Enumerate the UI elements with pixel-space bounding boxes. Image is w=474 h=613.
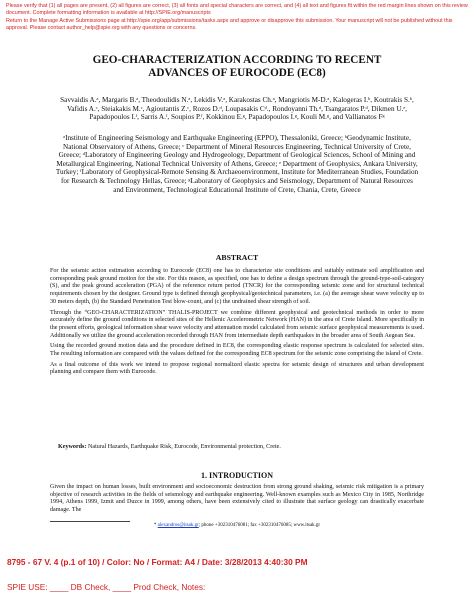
abstract-paragraph: For the seismic action estimation according to Eurocode (EC8) one has to characterize site conditions and suitably estimate soil amplification and corresponding peak ground motion for the site. For this reason, as specified, one has to define a design spectrum through the ground-type-soil-category (S), and the peak ground acceleration (PGA) of the reference return period (TNCR) for the corresponding seismic zone and for structural technical requirements chosen by the designer. Ground type is defined through geophysical/geotechnical parameters, i.e. (a) the average shear wave velocity up to 30 meters depth, (b) the Standard Penetration Test blow-count, and (c) the undrained shear strength of soil. [50, 268, 424, 305]
paper-title [0, 54, 474, 80]
title-line-1: GEO-CHARACTERIZATION ACCORDING TO RECENT [92, 54, 382, 66]
contact-email-link[interactable]: alexandros@itsak.gr [157, 523, 199, 528]
document-info: 8795 - 67 V. 4 (p.1 of 10) / Color: No / Format: A4 / Date: 3/28/2013 4:40:30 PM [7, 557, 308, 567]
footnote-divider [50, 521, 130, 522]
section-heading: 1. INTRODUCTION [200, 471, 273, 480]
keywords [58, 444, 424, 452]
contact-footnote [0, 523, 474, 528]
keywords-text: Natural Hazards, Earthquake Risk, Eurocode, Environmental protection, Crete. [87, 444, 281, 450]
title-line-2: ADVANCES OF EUROCODE (EC8) [148, 67, 326, 79]
review-notice [6, 3, 468, 33]
abstract-paragraph: Through the “GEO-CHARACTERIZATION” THALIS-PROJECT we combine different geophysical and geotechnical methods in order to more accurately define the ground conditions in selected sites of the Hellenic Accelerometric Network (HAN) in the area of Crete Island. More specifically in the present efforts, geological information shear wave velocity and attenuation model calculated from seismic surface geophysical measurements is used. Additionally we utilize the ground acceleration recorded through HAN from intermediate depth earthquakes in the broader area of South Aegean Sea. [50, 309, 424, 339]
contact-details: ; phone +302310476081; fax +302310476085; www.itsak.gr [198, 523, 321, 528]
affiliations: ᵃInstitute of Engineering Seismology and Earthquake Engineering (EPPO), Thessaloniki, Greece; ᵇGeodynamic Institute, National Observatory of Athens, Greece; ᶜ Department of Mineral Resources Engineering, Technical University of Crete, Greece; ᵈLaboratory of Engineering Geology and Hydrogeology, Department of Geological Sciences, School of Mining and Metallurgical Engineering, National Technical University of Athens, Greece; ᵉ Department of Geophysics, Ankara University, Turkey; ᶠLaboratory of Geophysical-Remote Sensing & Archaeoenvironment, Institute for Mediterranean Studies, Foundation for Research & Technology Hellas, Greece; ᵍLaboratory of Geophysics and Seismology, Department of Natural Resources and Environment, Technological Educational Institute of Crete, Chania, Crete, Greece [55, 134, 419, 194]
notice-approval-text: Return to the Manage Active Submissions page at http://spie.org/app/submissions/tasks.aspx and approve or disapprove this submission. Your manuscript will not be published without this approval. Please contact author_help@spie.org with any questions or concerns. [6, 18, 453, 31]
abstract-paragraph: Using the recorded ground motion data and the procedure defined in EC8, the corresponding elastic response spectrum is calculated for selected sites. The resulting information are compared with the values defined for the corresponding EC8 spectrum for the seismic zone comprising the island of Crete. [50, 343, 424, 358]
abstract-heading: ABSTRACT [215, 253, 259, 262]
asterisk-icon: * [153, 523, 157, 528]
notice-verify-text: Please verify that (1) all pages are present, (2) all figures are correct, (3) all fonts and special characters are correct, and (4) all text and figures fit within the red margin lines shown on this review document. Complete formatting information is available at http://SPIE.org/manuscripts [6, 3, 468, 16]
introduction-text: Given the impact on human losses, built environment and socioeconomic destruction from strong ground shaking, seismic risk mitigation is a primary objective of research activities in the fields of seismology and earthquake engineering. Well-known examples such as Mexico City in 1985, Northridge 1994, Athens 1999, Izmit and Duzce in 1999, among others, have been extensively cited to illustrate that surface geology can drastically exacerbate damage. The [50, 484, 424, 513]
abstract-paragraph: As a final outcome of this work we intend to propose regional normalized elastic spectra for seismic design of structures and urban development planning and compare them with Eurocode. [50, 361, 424, 376]
author-list: Savvaidis A.ᵃ, Margaris B.ᵃ, Theodoulidis N.ᵃ, Lekidis V.ᵃ, Karakostas Ch.ᵃ, Mangriotis M-D.ᵃ, Kalogeras I.ᵇ, Koutrakis S.ᵇ, Vafidis A.ᶜ, Steiakakis M.ᶜ, Agioutantis Z.ᶜ, Rozos D.ᵈ, Loupasakis Cᵈ., Rondoyanni Th.ᵈ, Tsangaratos P.ᵈ, Dikmen U.ᵉ, Papadopoulos I.ᶠ, Sarris A.ᶠ, Soupios P.ᶠ, Kokkinou E.ᵍ, Papadopoulos I.ᵍ, Kouli M.ᵍ, and Vallianatos Fᵍ [60, 96, 414, 122]
abstract-body [50, 268, 424, 380]
keywords-label: Keywords: [58, 444, 87, 450]
spie-use-checklist: SPIE USE: ____ DB Check, ____ Prod Check, Notes: [7, 582, 206, 592]
